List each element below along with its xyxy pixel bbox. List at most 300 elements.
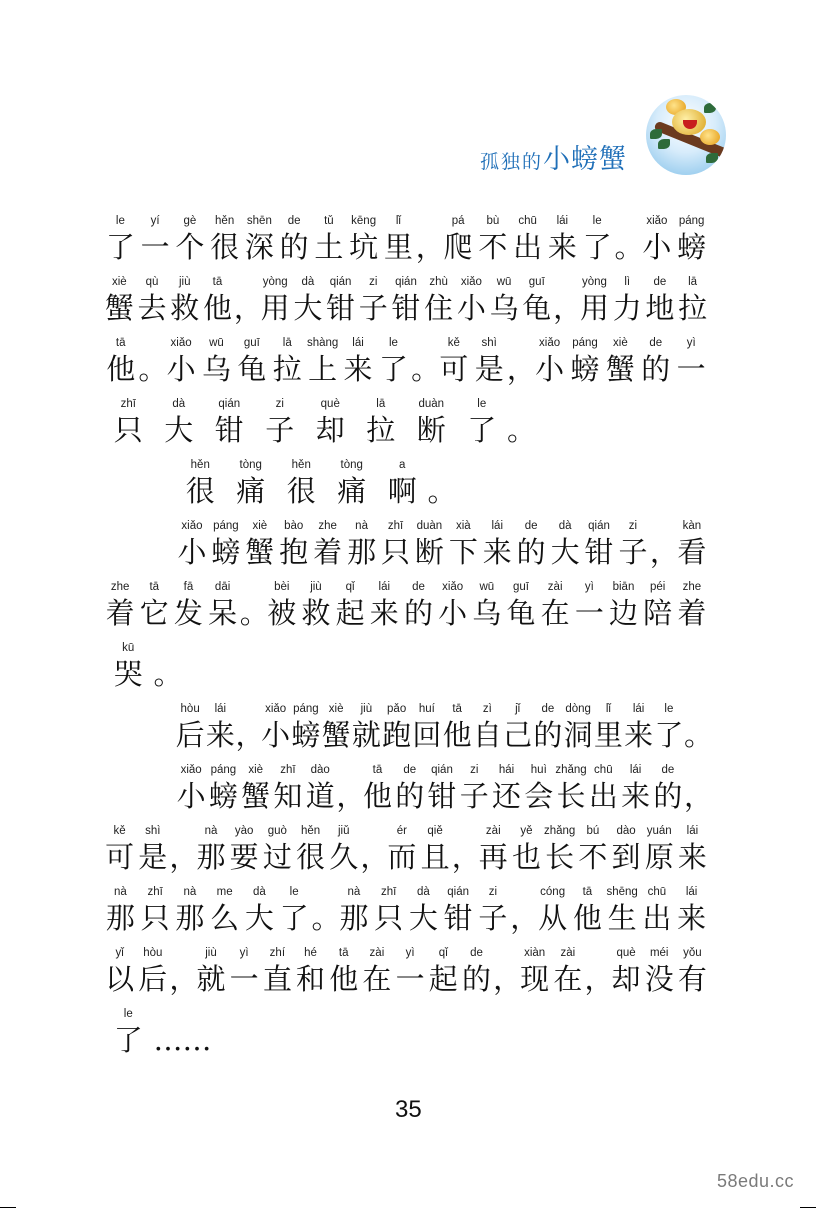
character-cell — [652, 762, 684, 814]
pinyin: tǔ — [324, 215, 334, 227]
hanzi: 。 — [239, 596, 269, 630]
hanzi: 跑 — [382, 718, 412, 752]
character-cell — [201, 274, 234, 326]
character-cell — [538, 579, 572, 631]
text-line — [103, 274, 709, 335]
hanzi: 着 — [313, 535, 343, 569]
hanzi: 钳 — [584, 535, 614, 569]
pinyin: le — [592, 215, 602, 227]
hanzi: ， — [415, 230, 445, 264]
pinyin: méi — [649, 947, 669, 959]
pinyin: qián — [447, 886, 469, 898]
hanzi: 了 — [279, 901, 309, 935]
character-cell — [103, 884, 138, 936]
character-cell — [175, 701, 205, 753]
hanzi: 小 — [176, 779, 206, 813]
pinyin: yì — [405, 947, 415, 959]
character-cell — [455, 274, 488, 326]
character-cell — [209, 518, 243, 570]
character-cell — [572, 579, 606, 631]
character-cell — [510, 213, 545, 265]
hanzi: 的 — [533, 718, 563, 752]
pinyin: dà — [252, 886, 266, 898]
hanzi: 。 — [153, 657, 183, 691]
hanzi: 小 — [642, 230, 672, 264]
text-line — [103, 335, 709, 396]
pinyin: fā — [183, 581, 194, 593]
pinyin: bào — [284, 520, 304, 532]
pinyin: dà — [416, 886, 430, 898]
hanzi: 且 — [420, 840, 450, 874]
hanzi: 后 — [138, 962, 168, 996]
hanzi: 里 — [593, 718, 623, 752]
character-cell — [520, 274, 553, 326]
pinyin: xiè — [248, 764, 264, 776]
hanzi: 却 — [611, 962, 641, 996]
hanzi: 钳 — [443, 901, 473, 935]
character-cell — [472, 335, 507, 387]
hanzi: 大 — [408, 901, 438, 935]
character-cell — [270, 335, 305, 387]
character-cell — [226, 457, 277, 509]
character-cell — [361, 762, 393, 814]
character-cell — [381, 213, 416, 265]
character-cell — [103, 396, 154, 448]
character-cell — [291, 701, 321, 753]
chapter-title-prefix: 孤独的 — [480, 151, 544, 173]
pinyin: tā — [212, 276, 223, 288]
character-cell — [390, 274, 423, 326]
pinyin: xiǎo — [180, 764, 202, 776]
hanzi: ， — [506, 352, 536, 386]
hanzi: 的 — [279, 230, 309, 264]
hanzi: 起 — [335, 596, 365, 630]
hanzi: 个 — [175, 230, 205, 264]
pinyin: yào — [234, 825, 254, 837]
pinyin: pá — [451, 215, 465, 227]
punctuation — [506, 335, 536, 387]
character-cell — [103, 945, 136, 997]
character-cell — [277, 213, 312, 265]
character-cell — [376, 335, 411, 387]
character-cell — [488, 274, 521, 326]
hanzi: 知 — [273, 779, 303, 813]
hanzi: 他 — [202, 291, 232, 325]
pinyin: shàng — [306, 337, 339, 349]
pinyin: qián — [218, 398, 241, 410]
hanzi: ， — [233, 291, 263, 325]
pinyin: hěn — [190, 459, 210, 471]
hanzi: ， — [169, 840, 199, 874]
pinyin: zi — [369, 276, 378, 288]
hanzi: 大 — [293, 291, 323, 325]
character-cell — [175, 518, 209, 570]
text-line — [103, 213, 709, 274]
pinyin: le — [123, 1008, 133, 1020]
hanzi: 龟 — [237, 352, 267, 386]
pinyin: zhī — [120, 398, 136, 410]
hanzi: 。 — [411, 352, 441, 386]
character-cell — [199, 335, 234, 387]
pinyin: nà — [355, 520, 368, 532]
pinyin: lái — [378, 581, 391, 593]
character-cell — [609, 823, 642, 875]
hanzi: 。 — [684, 718, 714, 752]
pinyin: lái — [352, 337, 364, 349]
pinyin: xiàn — [524, 947, 546, 959]
pinyin: què — [616, 947, 636, 959]
hanzi: 来 — [205, 718, 235, 752]
pinyin: yòng — [262, 276, 288, 288]
pinyin: duàn — [416, 520, 443, 532]
hanzi: 子 — [459, 779, 489, 813]
hanzi: 就 — [351, 718, 381, 752]
hanzi: 痛 — [337, 474, 367, 508]
pinyin: bù — [486, 215, 500, 227]
hanzi: 钳 — [427, 779, 457, 813]
punctuation — [649, 518, 679, 570]
hanzi: 着 — [677, 596, 707, 630]
character-cell — [545, 213, 580, 265]
character-cell — [242, 213, 277, 265]
pinyin: jiǔ — [337, 825, 350, 837]
hanzi: 看 — [677, 535, 707, 569]
hanzi: 后 — [175, 718, 205, 752]
pinyin: lā — [376, 398, 386, 410]
character-cell — [103, 1006, 154, 1058]
pinyin: zài — [560, 947, 576, 959]
chapter-title — [480, 137, 627, 176]
pinyin: me — [216, 886, 233, 898]
hanzi: 很 — [185, 474, 215, 508]
hanzi: 大 — [244, 901, 274, 935]
pinyin: páng — [572, 337, 598, 349]
character-cell — [277, 884, 312, 936]
character-cell — [436, 335, 471, 387]
hanzi: 出 — [513, 230, 543, 264]
hanzi: 钳 — [214, 413, 244, 447]
hanzi: 拉 — [678, 291, 708, 325]
hanzi: 的 — [403, 596, 433, 630]
character-cell — [555, 762, 587, 814]
pinyin: a — [399, 459, 406, 471]
pinyin: chū — [518, 215, 537, 227]
character-cell — [603, 335, 638, 387]
hanzi: 和 — [296, 962, 326, 996]
hanzi: 大 — [550, 535, 580, 569]
character-cell — [367, 579, 401, 631]
hanzi: 来 — [624, 718, 654, 752]
character-cell — [207, 213, 242, 265]
chapter-header — [480, 95, 740, 175]
character-cell — [567, 335, 602, 387]
hanzi: 在 — [362, 962, 392, 996]
pinyin: tā — [372, 764, 383, 776]
hanzi: ， — [169, 962, 199, 996]
character-cell — [194, 945, 227, 997]
hanzi: 小 — [177, 535, 207, 569]
pinyin: lā — [282, 337, 292, 349]
pinyin: zhǎng — [555, 764, 587, 776]
character-cell — [154, 396, 205, 448]
character-cell — [676, 945, 709, 997]
character-cell — [379, 518, 413, 570]
pinyin: xiè — [328, 703, 344, 715]
character-cell — [173, 884, 208, 936]
hanzi: ， — [336, 779, 366, 813]
character-cell — [327, 823, 360, 875]
hanzi: 只 — [113, 413, 143, 447]
pinyin: dòng — [565, 703, 591, 715]
pinyin: kě — [113, 825, 126, 837]
hanzi: 只 — [140, 901, 170, 935]
pinyin: de — [412, 581, 425, 593]
character-cell — [277, 518, 311, 570]
pinyin: nà — [183, 886, 197, 898]
pinyin: zhe — [682, 581, 702, 593]
hanzi: ， — [683, 779, 713, 813]
hanzi: 那 — [196, 840, 226, 874]
pinyin: cóng — [540, 886, 566, 898]
pinyin: yě — [520, 825, 533, 837]
hanzi: 边 — [608, 596, 638, 630]
pinyin: qù — [145, 276, 159, 288]
character-cell — [580, 213, 615, 265]
character-cell — [205, 701, 235, 753]
pinyin: xiǎo — [646, 215, 668, 227]
hanzi: 他 — [442, 718, 472, 752]
pinyin: jǐ — [515, 703, 521, 715]
pinyin: tā — [338, 947, 349, 959]
text-line — [103, 396, 709, 457]
hanzi: 洞 — [563, 718, 593, 752]
text-line — [103, 884, 709, 945]
pinyin: le — [664, 703, 674, 715]
hanzi: 不 — [578, 840, 608, 874]
character-cell — [276, 457, 327, 509]
hanzi: 了 — [113, 1023, 143, 1057]
hanzi: 可 — [105, 840, 135, 874]
character-cell — [523, 762, 555, 814]
pinyin: dào — [310, 764, 330, 776]
character-cell — [532, 335, 567, 387]
character-cell — [576, 823, 609, 875]
text-line — [103, 1006, 709, 1067]
character-cell — [643, 945, 676, 997]
character-cell — [490, 762, 522, 814]
character-cell — [675, 518, 709, 570]
hanzi: 蟹 — [104, 291, 134, 325]
pinyin: jiù — [310, 581, 322, 593]
character-cell — [442, 701, 472, 753]
hanzi: 的 — [395, 779, 425, 813]
character-cell — [305, 396, 356, 448]
pinyin: chū — [647, 886, 667, 898]
text-line — [103, 823, 709, 884]
pinyin: jiù — [179, 276, 191, 288]
character-cell — [480, 518, 514, 570]
character-cell — [234, 335, 269, 387]
pinyin: tā — [582, 886, 593, 898]
character-cell — [207, 884, 242, 936]
character-cell — [346, 213, 381, 265]
punctuation — [239, 579, 269, 631]
character-cell — [535, 884, 570, 936]
text-line — [103, 945, 709, 1006]
character-cell — [242, 884, 277, 936]
pinyin: wū — [479, 581, 495, 593]
character-cell — [446, 518, 480, 570]
character-cell — [259, 274, 292, 326]
character-cell — [543, 823, 576, 875]
hanzi: 小 — [166, 352, 196, 386]
hanzi: 钳 — [391, 291, 421, 325]
punctuation — [233, 274, 263, 326]
pinyin: shì — [145, 825, 161, 837]
character-cell — [175, 457, 226, 509]
pinyin: wū — [496, 276, 512, 288]
hanzi: 啊 — [387, 474, 417, 508]
hanzi: 是 — [474, 352, 504, 386]
hanzi: 断 — [416, 413, 446, 447]
hanzi: 很 — [210, 230, 240, 264]
character-cell — [674, 213, 709, 265]
hanzi: 。 — [614, 230, 644, 264]
character-cell — [419, 823, 452, 875]
character-cell — [340, 335, 375, 387]
crab-on-branch-icon — [646, 95, 726, 175]
character-cell — [436, 579, 470, 631]
pinyin: tā — [452, 703, 462, 715]
character-cell — [412, 518, 446, 570]
pinyin: zì — [482, 703, 492, 715]
character-cell — [676, 274, 709, 326]
hanzi: 拉 — [272, 352, 302, 386]
pinyin: xiè — [252, 520, 268, 532]
pinyin: dào — [616, 825, 636, 837]
character-cell — [675, 579, 709, 631]
pinyin: zhī — [380, 886, 397, 898]
hanzi: 蟹 — [605, 352, 635, 386]
hanzi: 痛 — [236, 474, 266, 508]
hanzi: 再 — [478, 840, 508, 874]
punctuation — [411, 335, 441, 387]
pinyin: jiù — [205, 947, 217, 959]
hanzi: ， — [584, 962, 614, 996]
text-line — [175, 701, 714, 762]
pinyin: xiǎo — [181, 520, 203, 532]
hanzi: 小 — [438, 596, 468, 630]
character-cell — [587, 762, 619, 814]
pinyin: guī — [243, 337, 260, 349]
hanzi: 上 — [308, 352, 338, 386]
hanzi: 被 — [267, 596, 297, 630]
hanzi: 了 — [105, 230, 135, 264]
hanzi: 子 — [618, 535, 648, 569]
pinyin: bèi — [274, 581, 290, 593]
character-cell — [324, 274, 357, 326]
character-cell — [240, 762, 272, 814]
character-cell — [605, 884, 640, 936]
hanzi: 爬 — [443, 230, 473, 264]
character-cell — [563, 701, 593, 753]
character-cell — [616, 518, 650, 570]
pinyin: qián — [395, 276, 417, 288]
hanzi: 子 — [358, 291, 388, 325]
pinyin: hòu — [180, 703, 200, 715]
character-cell — [175, 762, 207, 814]
pinyin: hěn — [215, 215, 235, 227]
pinyin: ér — [396, 825, 408, 837]
hanzi: 陪 — [643, 596, 673, 630]
text-line — [175, 457, 709, 518]
hanzi: ， — [553, 291, 583, 325]
pinyin: pǎo — [387, 703, 407, 715]
hanzi: 来 — [482, 535, 512, 569]
punctuation — [684, 701, 714, 753]
character-cell — [385, 823, 418, 875]
pinyin: xiǎo — [265, 703, 287, 715]
pinyin: jiù — [360, 703, 373, 715]
hanzi: 哭 — [113, 657, 143, 691]
pinyin: dāi — [214, 581, 231, 593]
character-cell — [228, 823, 261, 875]
pinyin: xiè — [112, 276, 127, 288]
watermark: 58edu.cc — [717, 1171, 795, 1191]
character-cell — [292, 274, 325, 326]
hanzi: 一 — [395, 962, 425, 996]
character-cell — [311, 518, 345, 570]
character-cell — [103, 274, 136, 326]
pinyin: yì — [686, 337, 696, 349]
character-cell — [441, 884, 476, 936]
hanzi: 住 — [424, 291, 454, 325]
character-cell — [173, 213, 208, 265]
hanzi: 救 — [170, 291, 200, 325]
pinyin: yí — [150, 215, 160, 227]
pinyin: de — [653, 276, 667, 288]
character-cell — [412, 701, 442, 753]
character-cell — [624, 701, 654, 753]
hanzi: 。 — [311, 901, 341, 935]
pinyin: nà — [113, 886, 127, 898]
hanzi: 螃 — [677, 230, 707, 264]
hanzi: 子 — [265, 413, 295, 447]
character-cell — [676, 823, 709, 875]
hanzi: 坑 — [349, 230, 379, 264]
pinyin: páng — [213, 520, 239, 532]
pinyin: nà — [204, 825, 218, 837]
pinyin: xiè — [613, 337, 628, 349]
character-cell — [640, 884, 675, 936]
hanzi: 乌 — [489, 291, 519, 325]
pinyin: lǐ — [395, 215, 401, 227]
character-cell — [194, 823, 227, 875]
punctuation — [507, 396, 537, 448]
hanzi: 小 — [456, 291, 486, 325]
hanzi: 来 — [369, 596, 399, 630]
hanzi: 断 — [414, 535, 444, 569]
pinyin: lì — [624, 276, 631, 288]
character-cell — [351, 701, 381, 753]
pinyin: le — [477, 398, 487, 410]
character-cell — [138, 884, 173, 936]
hanzi: 自 — [472, 718, 502, 752]
hanzi: 螃 — [208, 779, 238, 813]
hanzi: 螃 — [211, 535, 241, 569]
pinyin: yòng — [582, 276, 607, 288]
punctuation — [138, 335, 168, 387]
